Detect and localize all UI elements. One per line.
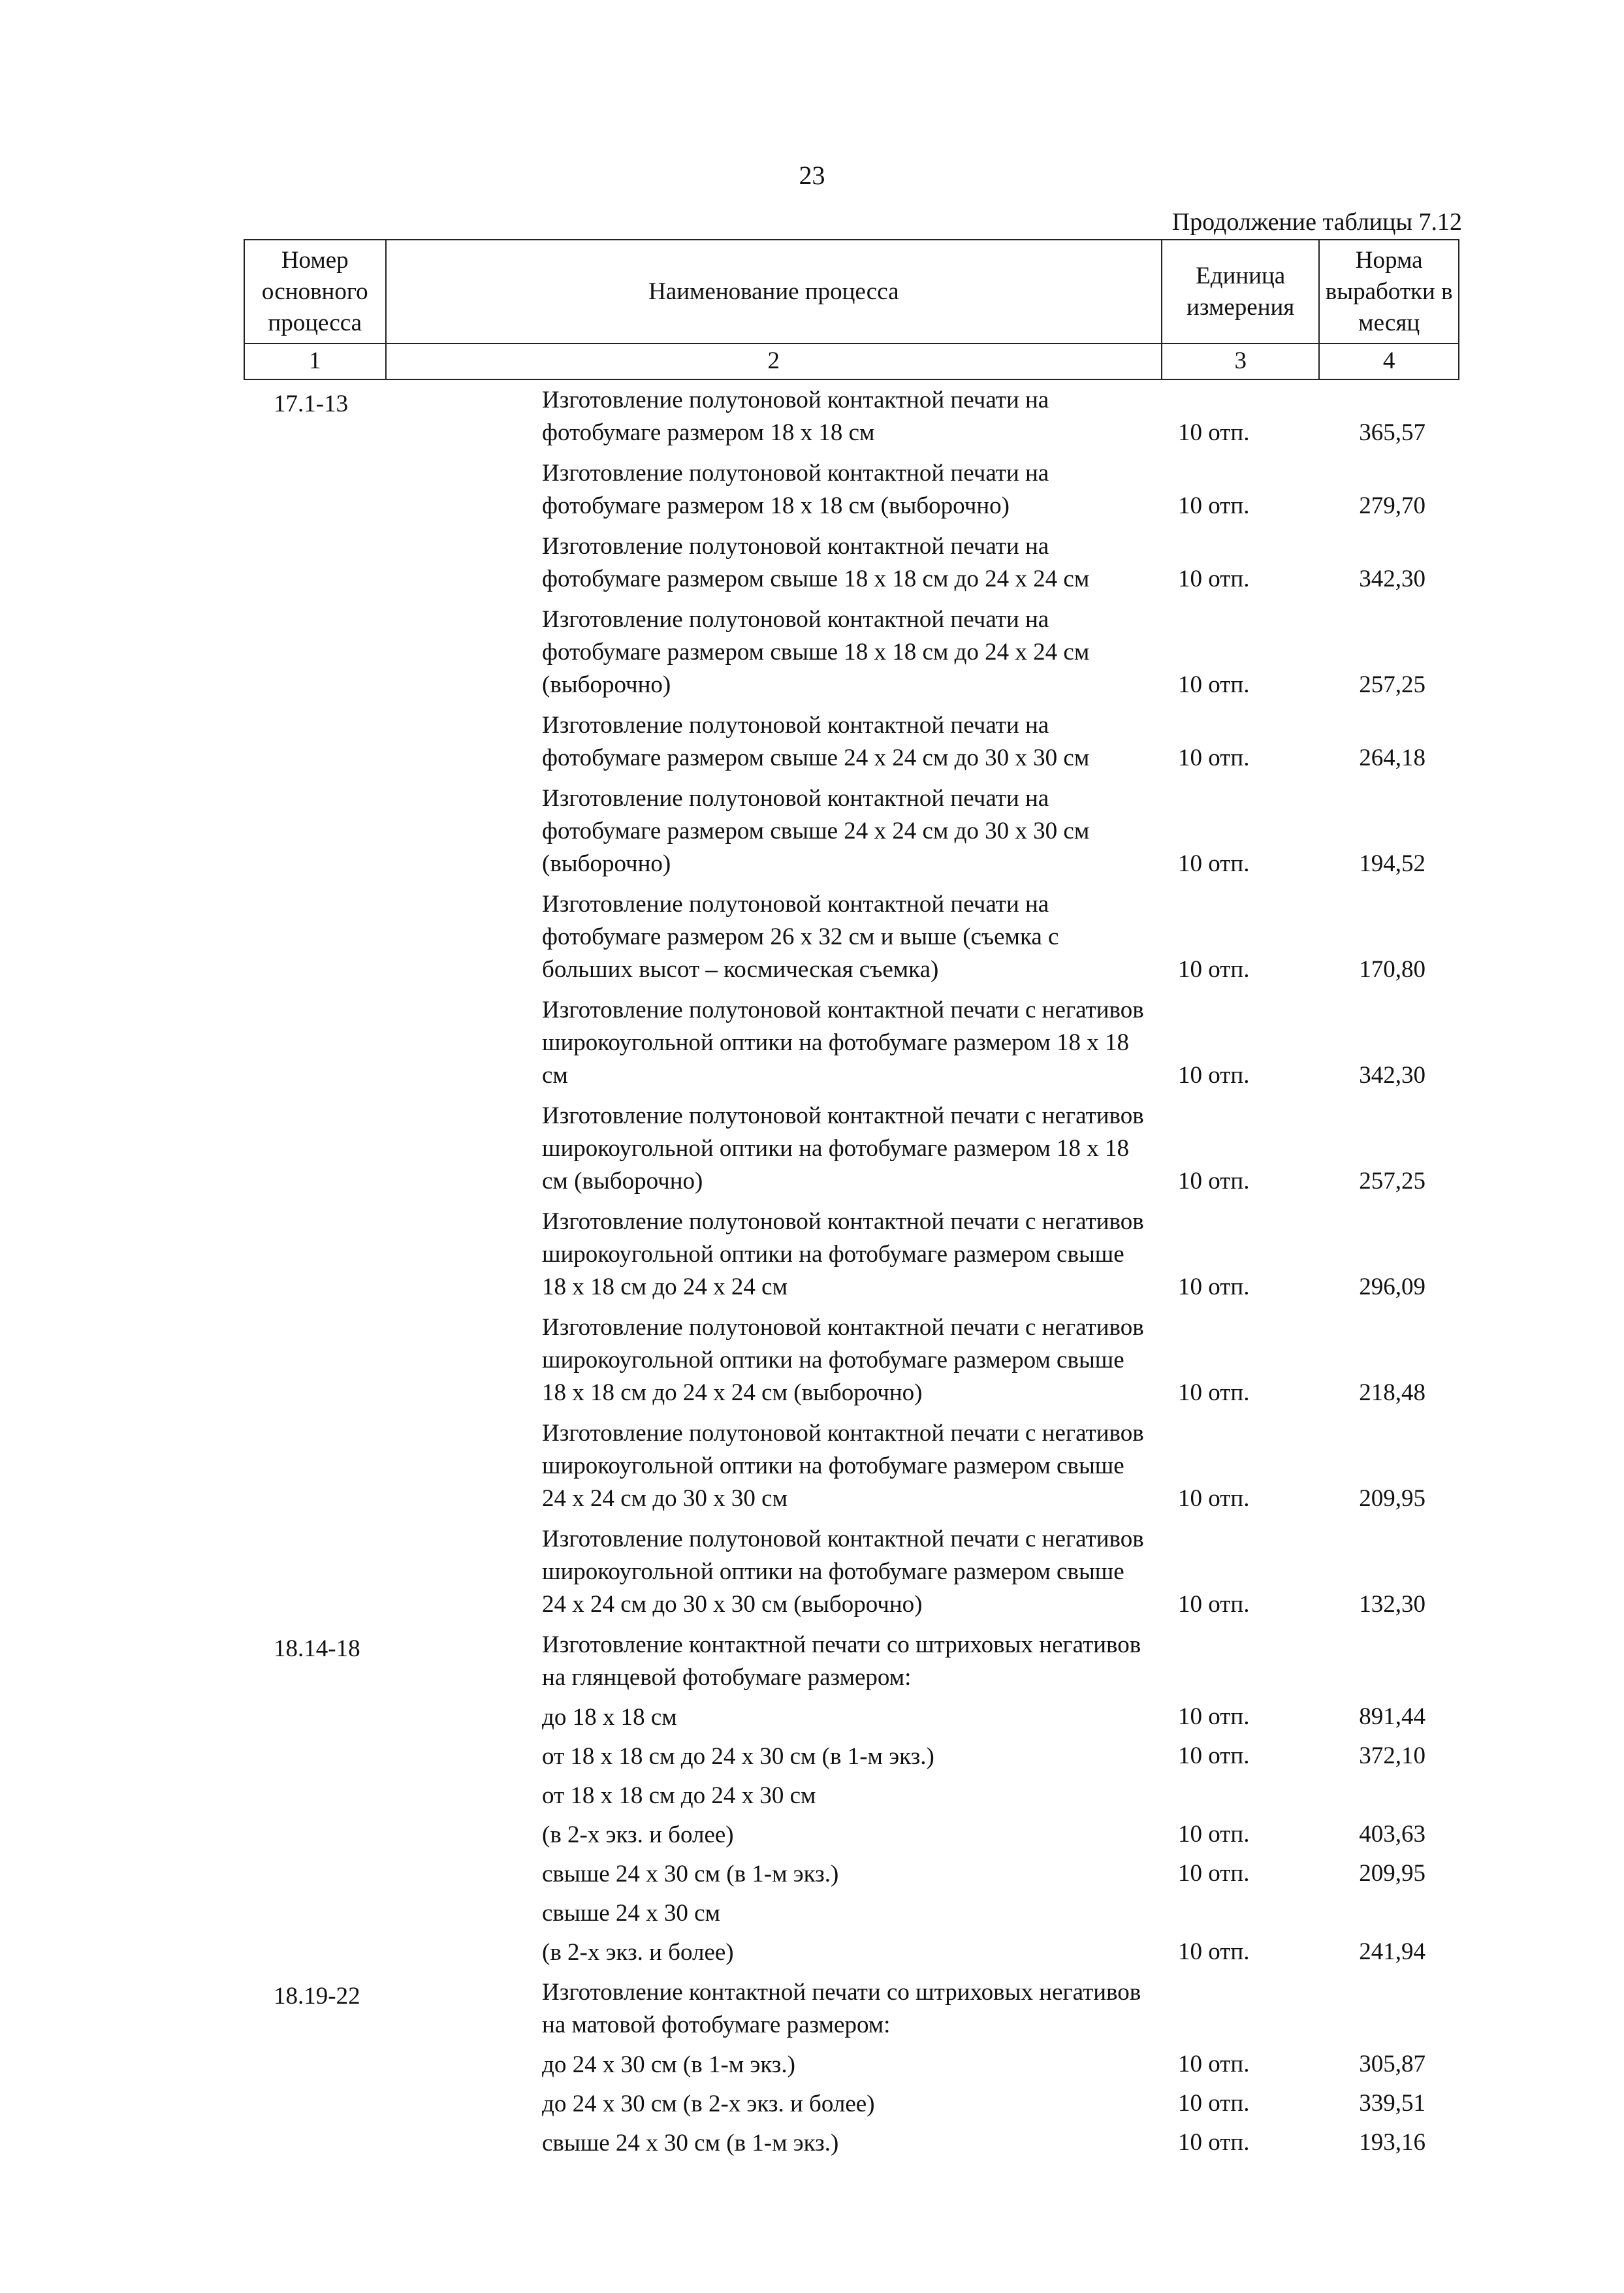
table-row: [244, 1737, 1459, 1776]
row-unit: 10 отп.: [1178, 745, 1250, 771]
row-code: [244, 1933, 384, 1972]
table-row: [244, 1698, 1459, 1737]
row-value: [1318, 1776, 1459, 1816]
header-num-3: 3: [1162, 344, 1319, 379]
table-row: [244, 1307, 1459, 1413]
table-row: [244, 778, 1459, 884]
row-code: [244, 778, 384, 884]
row-name: Изготовление полутоновой контактной печати на фотобумаге размером 18 х 18 см (выборочно): [542, 460, 1049, 519]
row-value: 279,70: [1359, 492, 1425, 519]
row-unit: 10 отп.: [1178, 1821, 1250, 1848]
row-value: 296,09: [1359, 1274, 1425, 1300]
row-code: [244, 1816, 384, 1855]
table-row: [244, 1625, 1459, 1698]
row-unit: 10 отп.: [1178, 2090, 1250, 2117]
row-value: 342,30: [1359, 1062, 1425, 1089]
row-code: [244, 884, 384, 990]
row-code: [244, 1519, 384, 1625]
table-row: [244, 1202, 1459, 1307]
row-unit: 10 отп.: [1178, 2129, 1250, 2156]
row-code: [244, 526, 384, 600]
table-row: [244, 1933, 1459, 1972]
header-col-name: Наименование процесса: [386, 240, 1162, 344]
row-unit: 10 отп.: [1178, 1168, 1250, 1195]
row-value: 241,94: [1359, 1938, 1425, 1965]
table-row: [244, 1519, 1459, 1625]
row-unit: 10 отп.: [1178, 492, 1250, 519]
row-code: [244, 2124, 384, 2163]
row-name: Изготовление полутоновой контактной печати с негативов широкоугольной оптики на фотобумаге размером свыше 18 х 18 см до 24 х 24 см: [542, 1208, 1144, 1300]
row-name: Изготовление полутоновой контактной печати на фотобумаге размером 26 х 32 см и выше (съемка с больших высот – космическая съемка): [542, 891, 1059, 983]
header-col-unit: Единица измерения: [1162, 240, 1319, 344]
table-row: [244, 2124, 1459, 2163]
row-code: 18.14-18: [274, 1635, 360, 1662]
row-value: 403,63: [1359, 1821, 1425, 1848]
table-row: [244, 1413, 1459, 1519]
row-name: от 18 х 18 см до 24 х 30 см (в 1-м экз.): [542, 1743, 934, 1770]
row-value: 365,57: [1359, 419, 1425, 446]
table-row: [244, 453, 1459, 526]
table-row: [244, 1894, 1459, 1933]
row-code: [244, 2045, 384, 2085]
row-name: Изготовление полутоновой контактной печати с негативов широкоугольной оптики на фотобумаге размером свыше 24 х 24 см до 30 х 30 см (выборочно): [542, 1526, 1144, 1618]
row-code: [244, 1855, 384, 1894]
table-row: [244, 1096, 1459, 1202]
row-code: [244, 1776, 384, 1816]
table-row: [244, 1776, 1459, 1816]
table-row: [244, 526, 1459, 600]
table-caption: Продолжение таблицы 7.12: [1171, 208, 1462, 236]
row-code: [244, 1307, 384, 1413]
row-name: Изготовление полутоновой контактной печати с негативов широкоугольной оптики на фотобумаге размером 18 х 18 см: [542, 997, 1144, 1089]
table-row: [244, 1972, 1459, 2045]
row-name: Изготовление полутоновой контактной печати с негативов широкоугольной оптики на фотобумаге размером свыше 18 х 18 см до 24 х 24 см (выборочно): [542, 1314, 1144, 1406]
row-unit: [1148, 1625, 1318, 1698]
row-value: 891,44: [1359, 1703, 1425, 1730]
row-unit: 10 отп.: [1178, 850, 1250, 877]
row-unit: 10 отп.: [1178, 566, 1250, 592]
row-name: Изготовление полутоновой контактной печати с негативов широкоугольной оптики на фотобумаге размером свыше 24 х 24 см до 30 х 30 см: [542, 1420, 1144, 1512]
row-value: [1318, 1625, 1459, 1698]
row-name: Изготовление полутоновой контактной печати на фотобумаге размером свыше 18 х 18 см до 24 х 24 см (выборочно): [542, 606, 1090, 698]
row-unit: 10 отп.: [1178, 1860, 1250, 1887]
row-unit: 10 отп.: [1178, 1591, 1250, 1618]
row-name: Изготовление полутоновой контактной печати на фотобумаге размером свыше 18 х 18 см до 24 х 24 см: [542, 533, 1090, 592]
row-value: 372,10: [1359, 1742, 1425, 1769]
row-value: 132,30: [1359, 1591, 1425, 1618]
row-code: [244, 1894, 384, 1933]
table-body: [244, 380, 1459, 2163]
row-value: 339,51: [1359, 2090, 1425, 2117]
row-unit: [1148, 1776, 1318, 1816]
row-name: до 24 х 30 см (в 2-х экз. и более): [542, 2091, 875, 2117]
row-value: 209,95: [1359, 1485, 1425, 1512]
row-code: 18.19-22: [274, 1983, 360, 2010]
row-name: (в 2-х экз. и более): [542, 1939, 734, 1966]
row-name: до 24 х 30 см (в 1-м экз.): [542, 2051, 795, 2078]
table-row: [244, 2085, 1459, 2124]
row-value: 170,80: [1359, 956, 1425, 983]
row-name: свыше 24 х 30 см (в 1-м экз.): [542, 1861, 839, 1887]
row-name: Изготовление контактной печати со штриховых негативов на глянцевой фотобумаге размером:: [542, 1631, 1141, 1691]
row-value: [1318, 1972, 1459, 2045]
row-unit: [1148, 1972, 1318, 2045]
row-code: [244, 600, 384, 705]
table-row: [244, 1855, 1459, 1894]
row-unit: 10 отп.: [1178, 1274, 1250, 1300]
table-header: [244, 239, 1459, 380]
table-row: [244, 600, 1459, 705]
table-row: [244, 380, 1459, 453]
row-code: [244, 1737, 384, 1776]
row-value: 257,25: [1359, 1168, 1425, 1195]
table-row: [244, 990, 1459, 1096]
row-name: свыше 24 х 30 см: [542, 1900, 721, 1927]
table-row: [244, 2045, 1459, 2085]
header-num-4: 4: [1319, 344, 1459, 379]
row-value: 305,87: [1359, 2051, 1425, 2077]
row-code: [244, 1096, 384, 1202]
header-col-number: Номер основного процесса: [244, 240, 386, 344]
header-num-2: 2: [386, 344, 1162, 379]
row-name: до 18 х 18 см: [542, 1704, 677, 1731]
row-unit: 10 отп.: [1178, 956, 1250, 983]
page-number: 23: [799, 161, 825, 190]
row-value: 342,30: [1359, 566, 1425, 592]
table-row: [244, 1816, 1459, 1855]
row-unit: 10 отп.: [1178, 1062, 1250, 1089]
row-name: Изготовление контактной печати со штриховых негативов на матовой фотобумаге размером:: [542, 1979, 1141, 2038]
row-unit: [1148, 1894, 1318, 1933]
row-code: [244, 1698, 384, 1737]
table-row: [244, 884, 1459, 990]
row-name: Изготовление полутоновой контактной печати на фотобумаге размером свыше 24 х 24 см до 30 х 30 см: [542, 712, 1090, 771]
row-name: от 18 х 18 см до 24 х 30 см: [542, 1782, 816, 1809]
row-unit: 10 отп.: [1178, 1742, 1250, 1769]
row-name: (в 2-х экз. и более): [542, 1821, 734, 1848]
row-code: [244, 453, 384, 526]
row-unit: 10 отп.: [1178, 1379, 1250, 1406]
row-code: [244, 2085, 384, 2124]
row-unit: 10 отп.: [1178, 671, 1250, 698]
row-value: [1318, 1894, 1459, 1933]
row-value: 257,25: [1359, 671, 1425, 698]
row-value: 218,48: [1359, 1379, 1425, 1406]
row-code: 17.1-13: [274, 391, 349, 417]
row-unit: 10 отп.: [1178, 1703, 1250, 1730]
row-unit: 10 отп.: [1178, 2051, 1250, 2077]
table-row: [244, 705, 1459, 778]
row-name: Изготовление полутоновой контактной печати с негативов широкоугольной оптики на фотобумаге размером 18 х 18 см (выборочно): [542, 1102, 1144, 1195]
row-code: [244, 705, 384, 778]
row-value: 209,95: [1359, 1860, 1425, 1887]
row-name: Изготовление полутоновой контактной печати на фотобумаге размером 18 х 18 см: [542, 387, 1049, 446]
row-name: Изготовление полутоновой контактной печати на фотобумаге размером свыше 24 х 24 см до 30 х 30 см (выборочно): [542, 785, 1090, 877]
header-col-rate: Норма выработки в месяц: [1319, 240, 1459, 344]
row-value: 264,18: [1359, 745, 1425, 771]
row-code: [244, 990, 384, 1096]
row-unit: 10 отп.: [1178, 419, 1250, 446]
row-unit: 10 отп.: [1178, 1485, 1250, 1512]
row-unit: 10 отп.: [1178, 1938, 1250, 1965]
row-value: 194,52: [1359, 850, 1425, 877]
row-code: [244, 1413, 384, 1519]
row-value: 193,16: [1359, 2129, 1425, 2156]
row-code: [244, 1202, 384, 1307]
header-num-1: 1: [244, 344, 386, 379]
row-name: свыше 24 х 30 см (в 1-м экз.): [542, 2130, 839, 2157]
